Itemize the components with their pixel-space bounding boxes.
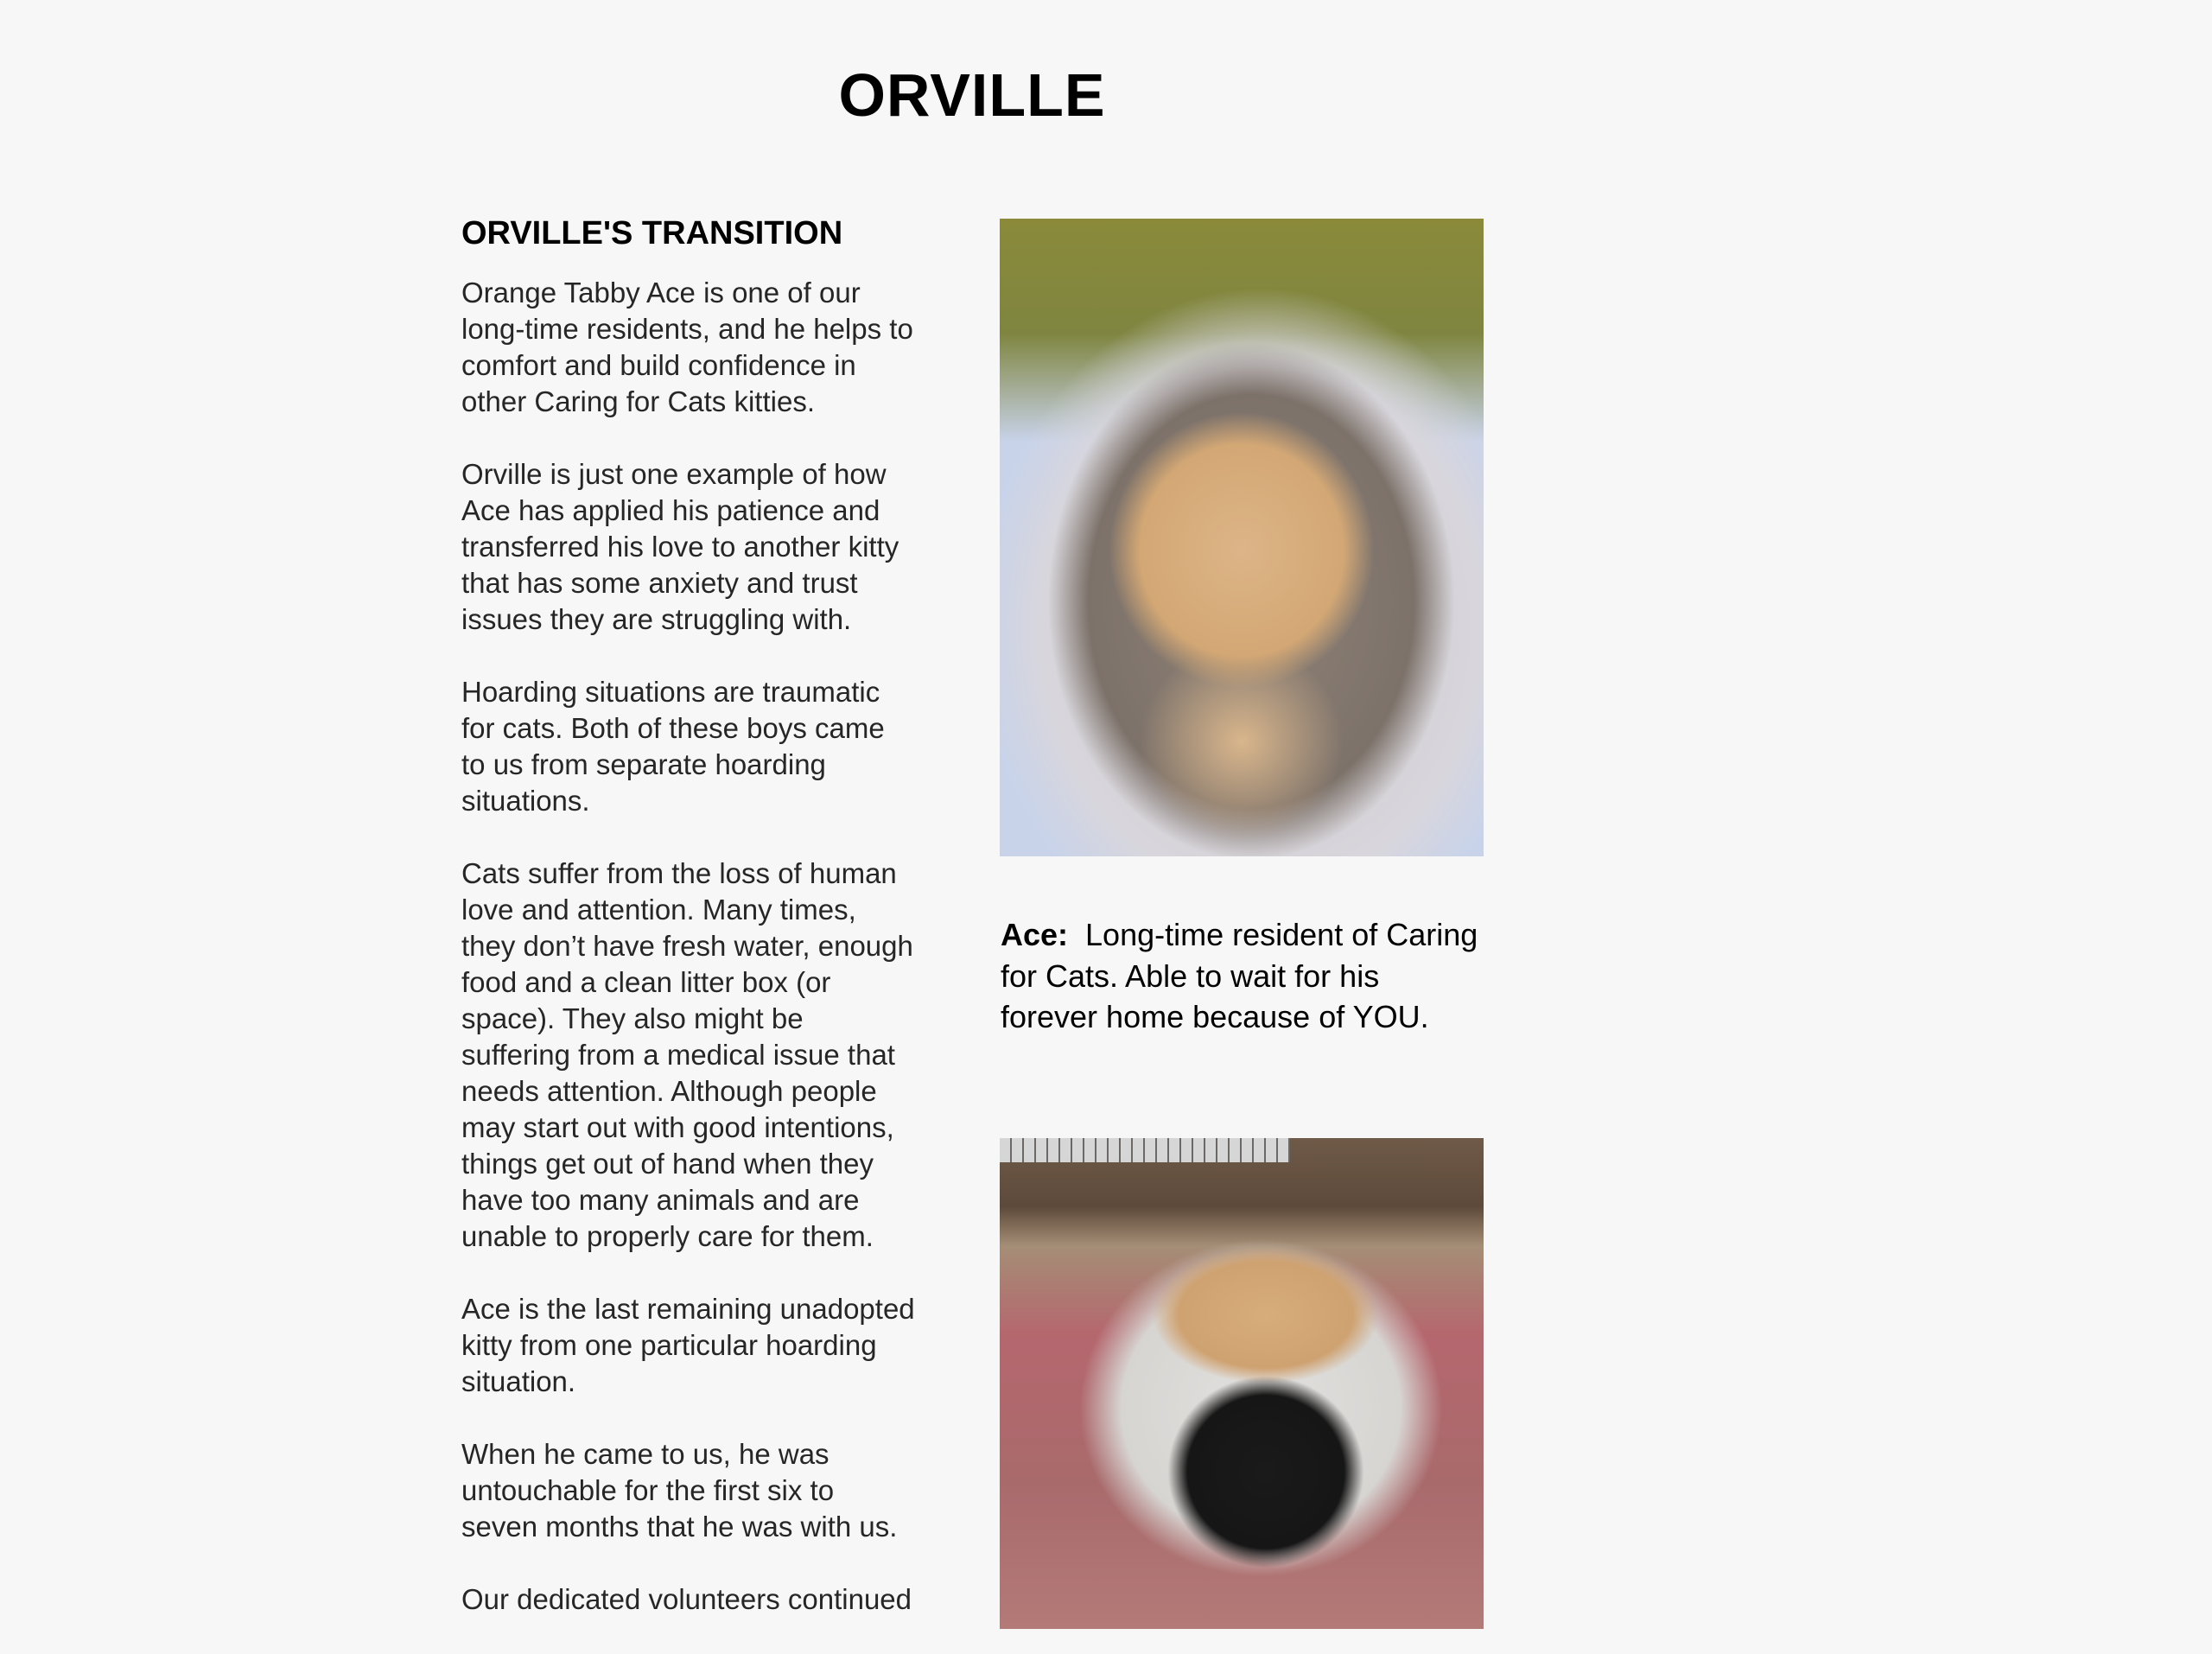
paragraph: Our dedicated volunteers continued bbox=[461, 1583, 912, 1615]
ace-and-orville-photo bbox=[1000, 1138, 1484, 1629]
section-heading: ORVILLE'S TRANSITION bbox=[461, 215, 843, 251]
article-column bbox=[461, 214, 963, 1654]
paragraph: Hoarding situations are traumatic for cats. Both of these boys came to us from separate hoarding situations. bbox=[461, 676, 885, 817]
paragraph: When he came to us, he was untouchable for the first six to seven months that he was with us. bbox=[461, 1438, 898, 1543]
photo-caption bbox=[1001, 914, 1487, 1038]
paragraph: Orville is just one example of how Ace has applied his patience and transferred his love to another kitty that has some anxiety and trust issues they are struggling with. bbox=[461, 458, 899, 635]
paragraph: Ace is the last remaining unadopted kitty from one particular hoarding situation. bbox=[461, 1293, 915, 1397]
page-title: ORVILLE bbox=[838, 61, 1106, 129]
ace-photo bbox=[1000, 219, 1484, 856]
paragraph: Cats suffer from the loss of human love and attention. Many times, they don’t have fresh water, enough food and a clean litter box (or space). They also might be suffering from a medical issue that needs attention. Although people may start out with good intentions, things get out of hand when they have too many animals and are unable to properly care for them. bbox=[461, 857, 913, 1252]
caption-name: Ace: bbox=[1001, 917, 1069, 952]
paragraph: Orange Tabby Ace is one of our long-time residents, and he helps to comfort and build confidence in other Caring for Cats kitties. bbox=[461, 277, 913, 417]
caption-text: Long-time resident of Caring for Cats. Able to wait for his forever home because of YOU. bbox=[1001, 917, 1487, 1034]
